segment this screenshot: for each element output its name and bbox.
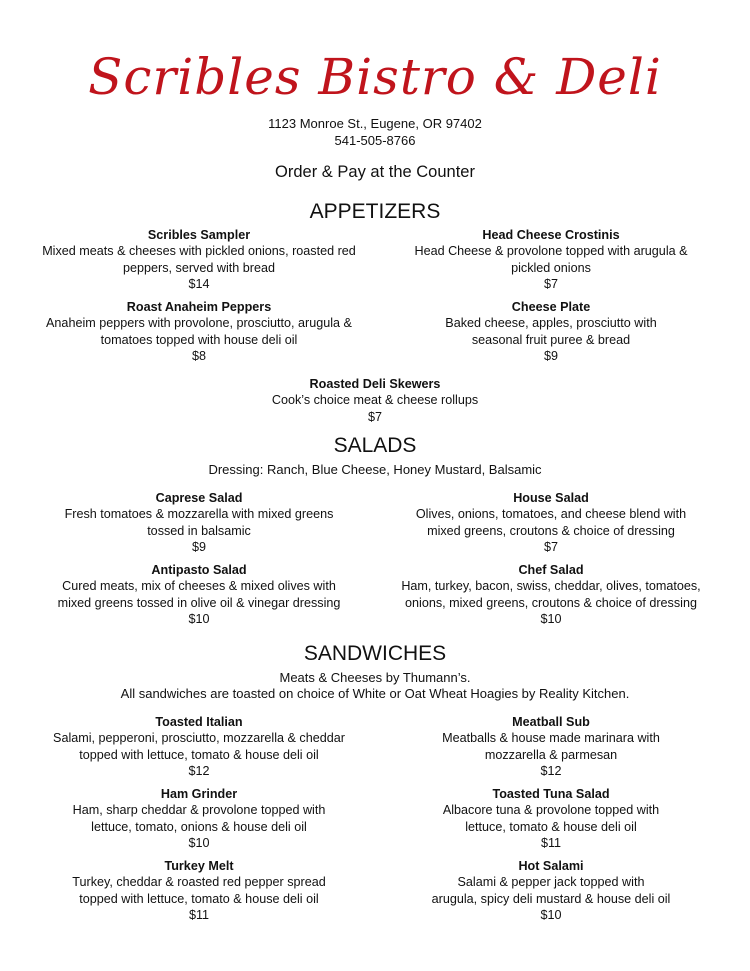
sandwiches-heading: SANDWICHES — [303, 642, 447, 665]
menu-item-description: topped with lettuce, tomato & house deli oil — [79, 747, 319, 762]
menu-item-description: peppers, served with bread — [123, 260, 275, 275]
menu-item — [72, 858, 325, 924]
menu-item-price: $12 — [540, 764, 562, 779]
menu-item-name: Turkey Melt — [164, 859, 234, 873]
menu-item — [65, 490, 334, 556]
menu-item — [401, 562, 700, 628]
menu-item — [445, 299, 656, 365]
menu-item-name: Head Cheese Crostinis — [482, 228, 620, 242]
menu-item-description: Meatballs & house made marinara with — [442, 731, 660, 746]
salads-heading: SALADS — [333, 434, 417, 457]
menu-item-price: $11 — [540, 836, 562, 851]
menu-item-price: $10 — [540, 612, 562, 627]
menu-item-price: $9 — [191, 540, 206, 555]
menu-item — [443, 786, 659, 852]
menu-item-description: Head Cheese & provolone topped with arugula & — [414, 244, 688, 259]
menu-item-name: Meatball Sub — [512, 715, 590, 729]
menu-item-description: Mixed meats & cheeses with pickled onions, roasted red — [42, 244, 356, 259]
menu-item-description: mixed greens, croutons & choice of dressing — [427, 523, 675, 538]
menu-item — [272, 376, 478, 425]
menu-item — [442, 714, 660, 780]
menu-item-price: $7 — [543, 540, 559, 555]
menu-item-name: Roast Anaheim Peppers — [126, 300, 272, 314]
menu-item — [42, 227, 356, 293]
menu-item-name: House Salad — [513, 491, 589, 505]
menu-item-price: $14 — [188, 277, 210, 292]
menu-item-description: mixed greens tossed in olive oil & vinegar dressing — [57, 595, 341, 610]
menu-item-description: tomatoes topped with house deli oil — [100, 332, 298, 347]
menu-item-name: Cheese Plate — [511, 300, 591, 314]
menu-item-description: topped with lettuce, tomato & house deli oil — [79, 891, 319, 906]
menu-item-price: $12 — [188, 764, 210, 779]
menu-item — [414, 227, 687, 293]
menu-item-name: Hot Salami — [518, 859, 584, 873]
menu-item-description: Fresh tomatoes & mozzarella with mixed greens — [64, 507, 334, 522]
menu-item-name: Antipasto Salad — [151, 563, 247, 577]
menu-item-name: Toasted Italian — [155, 715, 243, 729]
menu-item-name: Chef Salad — [518, 563, 584, 577]
menu-item-description: Salami, pepperoni, prosciutto, mozzarella & cheddar — [53, 731, 345, 746]
sandwich-note-meats: Meats & Cheeses by Thumann’s. — [279, 670, 471, 685]
menu-item-description: Ham, sharp cheddar & provolone topped with — [72, 803, 326, 818]
menu-item — [416, 490, 686, 556]
menu-item-price: $8 — [191, 349, 206, 364]
menu-item-description: Cured meats, mix of cheeses & mixed olives with — [62, 579, 336, 594]
menu-item-name: Caprese Salad — [155, 491, 243, 505]
menu-item-description: pickled onions — [511, 260, 591, 275]
menu-item-price: $7 — [543, 277, 558, 292]
address: 1123 Monroe St., Eugene, OR 97402 — [268, 116, 482, 131]
menu-item-description: onions, mixed greens, croutons & choice of dressing — [405, 595, 697, 610]
menu-item — [46, 299, 352, 365]
menu-item-description: Salami & pepper jack topped with — [457, 875, 645, 890]
menu-item-description: mozzarella & parmesan — [484, 747, 618, 762]
menu-item-description: tossed in balsamic — [147, 523, 251, 538]
order-note: Order & Pay at the Counter — [275, 163, 475, 181]
menu-item-description: Turkey, cheddar & roasted red pepper spread — [72, 875, 326, 890]
menu-item-description: Baked cheese, apples, prosciutto with — [445, 316, 657, 331]
menu-item — [53, 714, 345, 780]
menu-item — [73, 786, 326, 852]
appetizers-heading: APPETIZERS — [309, 200, 441, 223]
restaurant-title: Scribles Bistro & Deli — [88, 48, 662, 106]
menu-item-description: seasonal fruit puree & bread — [471, 332, 631, 347]
phone: 541-505-8766 — [334, 133, 416, 148]
menu-item-price: $10 — [188, 612, 210, 627]
menu-item-description: Ham, turkey, bacon, swiss, cheddar, olives, tomatoes, — [401, 579, 701, 594]
menu-item-description: arugula, spicy deli mustard & house deli oil — [431, 891, 671, 906]
menu-item-price: $11 — [188, 908, 210, 923]
menu-item-name: Roasted Deli Skewers — [309, 377, 441, 391]
menu-item-price: $10 — [188, 836, 210, 851]
sandwich-note-bread: All sandwiches are toasted on choice of White or Oat Wheat Hoagies by Reality Kitchen. — [120, 686, 630, 701]
menu-item-name: Toasted Tuna Salad — [492, 787, 610, 801]
menu-item-description: lettuce, tomato & house deli oil — [465, 819, 637, 834]
menu-item — [432, 858, 671, 924]
menu-item-name: Ham Grinder — [160, 787, 238, 801]
menu-item-description: Albacore tuna & provolone topped with — [442, 803, 660, 818]
dressing-note: Dressing: Ranch, Blue Cheese, Honey Mustard, Balsamic — [208, 462, 542, 477]
menu-item-price: $7 — [367, 409, 382, 424]
menu-item-description: Anaheim peppers with provolone, prosciutto, arugula & — [46, 316, 352, 331]
menu-item-description: lettuce, tomato, onions & house deli oil — [91, 819, 307, 834]
menu-item-name: Scribles Sampler — [147, 228, 251, 242]
menu-item-price: $9 — [543, 349, 559, 364]
menu-item-description: Olives, onions, tomatoes, and cheese blend with — [415, 507, 687, 522]
menu-item-price: $10 — [540, 908, 562, 923]
menu-item — [58, 562, 341, 628]
menu-item-description: Cook’s choice meat & cheese rollups — [271, 393, 479, 408]
